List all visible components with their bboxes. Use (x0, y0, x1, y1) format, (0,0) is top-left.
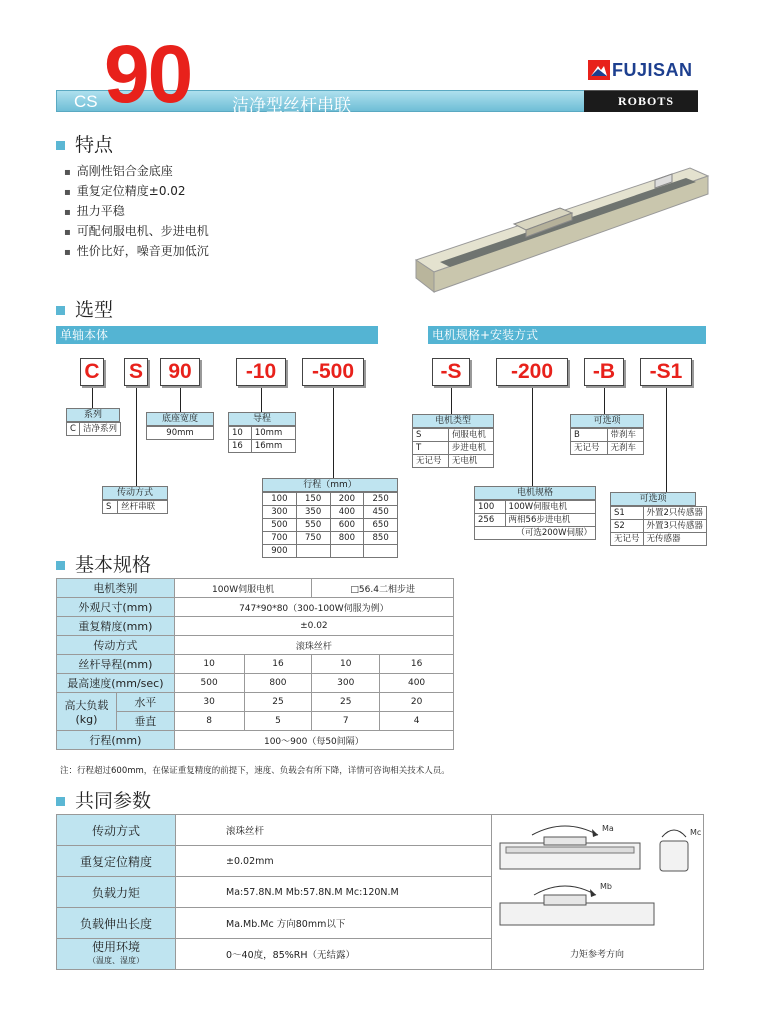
series-box (66, 408, 120, 436)
lead-box: 导程 10 10mm 16 16mm (228, 412, 296, 453)
connector-line (604, 388, 605, 414)
brake-option-title: 可选项 (570, 414, 644, 428)
sensor-option-title: 可选项 (610, 492, 696, 506)
base-width-value: 90mm (147, 427, 214, 440)
code-stroke: -500 (302, 358, 364, 386)
section-marker-icon (56, 306, 65, 315)
section-marker-icon (56, 561, 65, 570)
motor-type-box: 电机类型 S 伺服电机 T 步进电机 无记号 无电机 (412, 414, 494, 468)
code-sensor: -S1 (640, 358, 692, 386)
connector-line (451, 388, 452, 414)
feature-item: ▪ 可配伺服电机、步进电机 (64, 222, 209, 242)
connector-line (261, 388, 262, 412)
code-motor-type: -S (432, 358, 470, 386)
feature-item: ▪ 扭力平稳 (64, 202, 209, 222)
motor-servo: 100W伺服电机 (174, 579, 312, 598)
connector-line (92, 388, 93, 408)
mc-label: Mc (690, 828, 702, 837)
code-brake: -B (584, 358, 624, 386)
code-width: 90 (160, 358, 200, 386)
sensor-option-box: 可选项 S1 外置2只传感器 S2 外置3只传感器 无记号 无传感器 (610, 492, 696, 546)
common-params-table: 传动方式 滚珠丝杆 Ma Mc Mb 力矩参考方向 重复定位精度 ±0.02mm 负载力矩 Ma:57.8N.M Mb:57.8N.M Mc:120N.M 负载伸出长度 Ma.Mb.Mc 方向80mm以下 使用环境 （温度、湿度） 0～40度，85%RH（无结露） (56, 814, 704, 970)
connector-line (333, 388, 334, 478)
connector-line (666, 388, 667, 492)
common-heading: 共同参数 (56, 786, 151, 813)
selection-heading: 选型 (56, 295, 113, 322)
feature-item: ▪ 高刚性铝合金底座 (64, 162, 209, 182)
brand-logo-icon (588, 60, 610, 80)
band-single-axis: 单轴本体 (56, 326, 378, 344)
series-title: 系列 (66, 408, 120, 422)
lead-title: 导程 (228, 412, 296, 426)
motor-spec-title: 电机规格 (474, 486, 596, 500)
code-motor-spec: -200 (496, 358, 568, 386)
spec-note: 注：行程超过600mm，在保证重复精度的前提下，速度、负载会有所下降，详情可咨询相关技术人员。 (60, 766, 450, 776)
feature-item: ▪ 重复定位精度±0.02 (64, 182, 209, 202)
feature-list (64, 162, 209, 262)
stroke-box (262, 478, 398, 558)
motor-spec-box: 电机规格 100 100W伺服电机 256 两相56步进电机 （可选200W伺服） (474, 486, 596, 540)
code-drive: S (124, 358, 148, 386)
connector-line (180, 388, 181, 412)
brand-name: FUJISAN (612, 60, 693, 80)
model-number: 90 (104, 29, 192, 120)
motor-step: □56.4二相步进 (312, 579, 454, 598)
stroke-table: 100 150 200 250 300 350 400 450 500 550 600 650 700 750 800 850 900 (262, 492, 398, 558)
drive-title: 传动方式 (102, 486, 168, 500)
ma-label: Ma (602, 824, 614, 833)
code-series: C (80, 358, 104, 386)
robots-label: ROBOTS (617, 94, 674, 108)
drive-box: 传动方式 S 丝杆串联 (102, 486, 168, 514)
linear-actuator-image (410, 150, 715, 300)
band-motor-spec: 电机规格+安装方式 (428, 326, 706, 344)
base-width-box (146, 412, 214, 440)
diagram-caption: 力矩参考方向 (569, 950, 625, 960)
stroke-title: 行程（mm） (262, 478, 398, 492)
base-width-title: 底座宽度 (146, 412, 214, 426)
mb-label: Mb (600, 882, 612, 891)
code-lead: -10 (236, 358, 286, 386)
connector-line (136, 388, 137, 486)
product-title: 洁净型丝杆串联 (232, 96, 351, 116)
section-marker-icon (56, 797, 65, 806)
features-heading: 特点 (56, 130, 113, 157)
feature-item: ▪ 性价比好，噪音更加低沉 (64, 242, 209, 262)
basic-spec-table: 电机类别 100W伺服电机 □56.4二相步进 外观尺寸(mm) 747*90*80（300-100W伺服为例） 重复精度(mm) ±0.02 传动方式 滚珠丝杆 丝杆导程(mm) 10 16 10 16 最高速度(mm/sec) 500 800 300 400 高大负载 (kg) 水平 30 25 25 20 垂直 8 5 7 4 行程(mm) 100～900（每50间隔） (56, 578, 454, 750)
motor-type-title: 电机类型 (412, 414, 494, 428)
moment-direction-diagram (492, 815, 702, 965)
series-table: C 洁净系列 (66, 422, 121, 436)
section-marker-icon (56, 141, 65, 150)
brake-option-box: 可选项 B 带刹车 无记号 无刹车 (570, 414, 644, 455)
moment-diagram (492, 815, 704, 970)
model-prefix: CS (74, 92, 98, 111)
connector-line (532, 388, 533, 486)
basic-spec-heading: 基本规格 (56, 550, 151, 577)
